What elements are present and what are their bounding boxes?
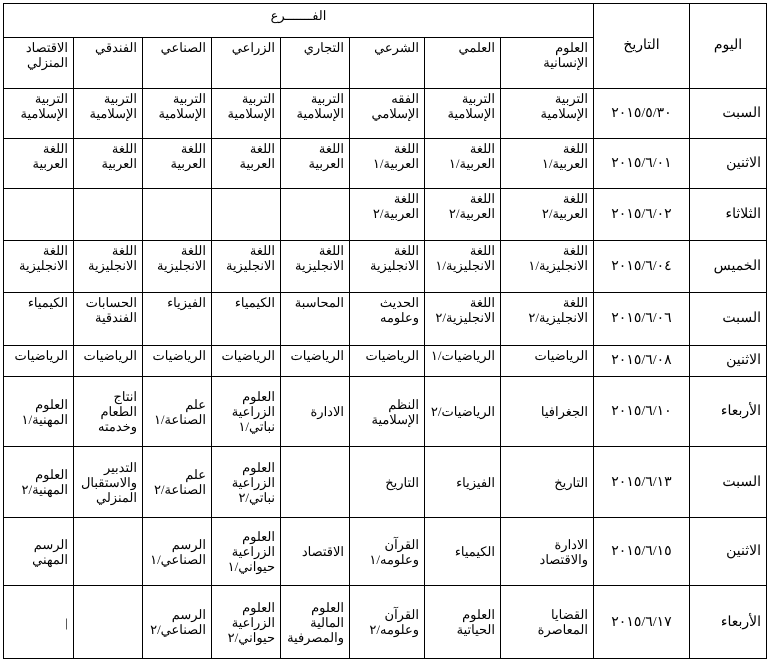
subject-cell: النظم الإسلامية (350, 376, 425, 447)
subject-cell: اللغة الانجليزية (350, 240, 425, 292)
schedule-row (4, 139, 767, 189)
branch-column-header: العلوم الإنسانية (501, 38, 594, 88)
subject-cell: العلوم الحياتية (425, 586, 501, 659)
subject-cell: الرياضيات (350, 345, 425, 376)
schedule-row (4, 447, 767, 518)
exam-day: السبت (690, 88, 767, 138)
branch-column-header: الشرعي (350, 38, 425, 88)
header-row-top (4, 4, 767, 38)
schedule-row (4, 240, 767, 292)
subject-cell: اللغة الانجليزية/١ (425, 240, 501, 292)
subject-cell (281, 189, 350, 240)
subject-cell: الرياضيات (501, 345, 594, 376)
day-header: اليوم (690, 4, 767, 89)
subject-cell: الفيزياء (143, 293, 212, 345)
exam-date: ٢٠١٥/٦/٠٢ (594, 189, 690, 240)
exam-day: السبت (690, 447, 767, 518)
subject-cell: الرياضيات/٢ (425, 376, 501, 447)
subject-cell: الجغرافيا (501, 376, 594, 447)
schedule-row (4, 345, 767, 376)
exam-day: الثلاثاء (690, 189, 767, 240)
subject-cell: | (4, 586, 74, 659)
subject-cell: التربية الإسلامية (501, 88, 594, 138)
exam-day: الخميس (690, 240, 767, 292)
branch-column-header: التجاري (281, 38, 350, 88)
subject-cell: الرسم الصناعي/١ (143, 517, 212, 586)
exam-schedule-table (3, 3, 767, 659)
subject-cell: الرياضيات/١ (425, 345, 501, 376)
subject-cell: التربية الإسلامية (74, 88, 143, 138)
branch-column-header: العلمي (425, 38, 501, 88)
subject-cell: العلوم الزراعية حيواني/٢ (212, 586, 281, 659)
exam-day: السبت (690, 293, 767, 345)
subject-cell: العلوم الزراعية نباتي/١ (212, 376, 281, 447)
subject-cell (212, 189, 281, 240)
subject-cell: الكيمياء (212, 293, 281, 345)
subject-cell (74, 586, 143, 659)
subject-cell: اللغة الانجليزية/٢ (501, 293, 594, 345)
subject-cell: اللغة العربية (4, 139, 74, 189)
branch-column-header: الزراعي (212, 38, 281, 88)
exam-date: ٢٠١٥/٦/١٣ (594, 447, 690, 518)
subject-cell: التاريخ (501, 447, 594, 518)
schedule-row (4, 189, 767, 240)
subject-cell: الرياضيات (212, 345, 281, 376)
subject-cell: الفيزياء (425, 447, 501, 518)
subject-cell: العلوم المالية والمصرفية (281, 586, 350, 659)
subject-cell: العلوم الزراعية حيواني/١ (212, 517, 281, 586)
subject-cell: التربية الإسلامية (143, 88, 212, 138)
subject-cell: الاقتصاد (281, 517, 350, 586)
subject-cell: اللغة العربية/٢ (350, 189, 425, 240)
exam-date: ٢٠١٥/٦/١٠ (594, 376, 690, 447)
subject-cell: اللغة العربية (281, 139, 350, 189)
subject-cell: اللغة العربية (143, 139, 212, 189)
subject-cell: الحسابات الفندقية (74, 293, 143, 345)
subject-cell: الادارة (281, 376, 350, 447)
exam-date: ٢٠١٥/٦/١٥ (594, 517, 690, 586)
subject-cell: الرسم المهني (4, 517, 74, 586)
subject-cell: اللغة الانجليزية/١ (501, 240, 594, 292)
subject-cell: الادارة والاقتصاد (501, 517, 594, 586)
subject-cell: اللغة العربية/١ (501, 139, 594, 189)
subject-cell (143, 189, 212, 240)
subject-cell: اللغة العربية (212, 139, 281, 189)
schedule-row (4, 586, 767, 659)
subject-cell: اللغة العربية (74, 139, 143, 189)
subject-cell (74, 189, 143, 240)
subject-cell: العلوم المهنية/٢ (4, 447, 74, 518)
subject-cell: الرياضيات (74, 345, 143, 376)
subject-cell: اللغة العربية/١ (425, 139, 501, 189)
subject-cell: العلوم الزراعية نباتي/٢ (212, 447, 281, 518)
subject-cell: اللغة العربية/٢ (501, 189, 594, 240)
exam-day: الاثنين (690, 139, 767, 189)
subject-cell: التربية الإسلامية (212, 88, 281, 138)
branch-column-header: الصناعي (143, 38, 212, 88)
schedule-row (4, 376, 767, 447)
exam-date: ٢٠١٥/٦/٠١ (594, 139, 690, 189)
exam-day: الأربعاء (690, 376, 767, 447)
subject-cell: القضايا المعاصرة (501, 586, 594, 659)
subject-cell (4, 189, 74, 240)
exam-day: الأربعاء (690, 586, 767, 659)
subject-cell: التربية الإسلامية (425, 88, 501, 138)
subject-cell: الرياضيات (143, 345, 212, 376)
exam-date: ٢٠١٥/٦/١٧ (594, 586, 690, 659)
subject-cell: اللغة الانجليزية (143, 240, 212, 292)
subject-cell: التدبير والاستقبال المنزلي (74, 447, 143, 518)
schedule-row (4, 293, 767, 345)
subject-cell: الرياضيات (4, 345, 74, 376)
exam-date: ٢٠١٥/٦/٠٤ (594, 240, 690, 292)
subject-cell: انتاج الطعام وخدمته (74, 376, 143, 447)
subject-cell: الرسم الصناعي/٢ (143, 586, 212, 659)
exam-day: الاثنين (690, 517, 767, 586)
subject-cell: التربية الإسلامية (4, 88, 74, 138)
branch-column-header: الاقتصاد المنزلي (4, 38, 74, 88)
subject-cell (281, 447, 350, 518)
date-header: التاريخ (594, 4, 690, 89)
subject-cell: القرآن وعلومه/١ (350, 517, 425, 586)
subject-cell: الفقه الإسلامي (350, 88, 425, 138)
exam-date: ٢٠١٥/٦/٠٨ (594, 345, 690, 376)
subject-cell: الرياضيات (281, 345, 350, 376)
subject-cell: القرآن وعلومه/٢ (350, 586, 425, 659)
subject-cell: اللغة العربية/١ (350, 139, 425, 189)
subject-cell: الكيمياء (425, 517, 501, 586)
subject-cell (74, 517, 143, 586)
subject-cell: التربية الإسلامية (281, 88, 350, 138)
exam-date: ٢٠١٥/٦/٠٦ (594, 293, 690, 345)
subject-cell: الحديث وعلومه (350, 293, 425, 345)
subject-cell: التاريخ (350, 447, 425, 518)
subject-cell: الكيمياء (4, 293, 74, 345)
subject-cell: علم الصناعة/٢ (143, 447, 212, 518)
subject-cell: اللغة الانجليزية (212, 240, 281, 292)
schedule-row (4, 88, 767, 138)
branch-column-header: الفندقي (74, 38, 143, 88)
exam-day: الاثنين (690, 345, 767, 376)
subject-cell: اللغة الانجليزية (74, 240, 143, 292)
subject-cell: اللغة الانجليزية (281, 240, 350, 292)
subject-cell: علم الصناعة/١ (143, 376, 212, 447)
branch-header: الفـــــــرع (4, 4, 594, 38)
subject-cell: المحاسبة (281, 293, 350, 345)
schedule-row (4, 517, 767, 586)
subject-cell: اللغة الانجليزية/٢ (425, 293, 501, 345)
exam-date: ٢٠١٥/٥/٣٠ (594, 88, 690, 138)
subject-cell: اللغة العربية/٢ (425, 189, 501, 240)
subject-cell: العلوم المهنية/١ (4, 376, 74, 447)
subject-cell: اللغة الانجليزية (4, 240, 74, 292)
